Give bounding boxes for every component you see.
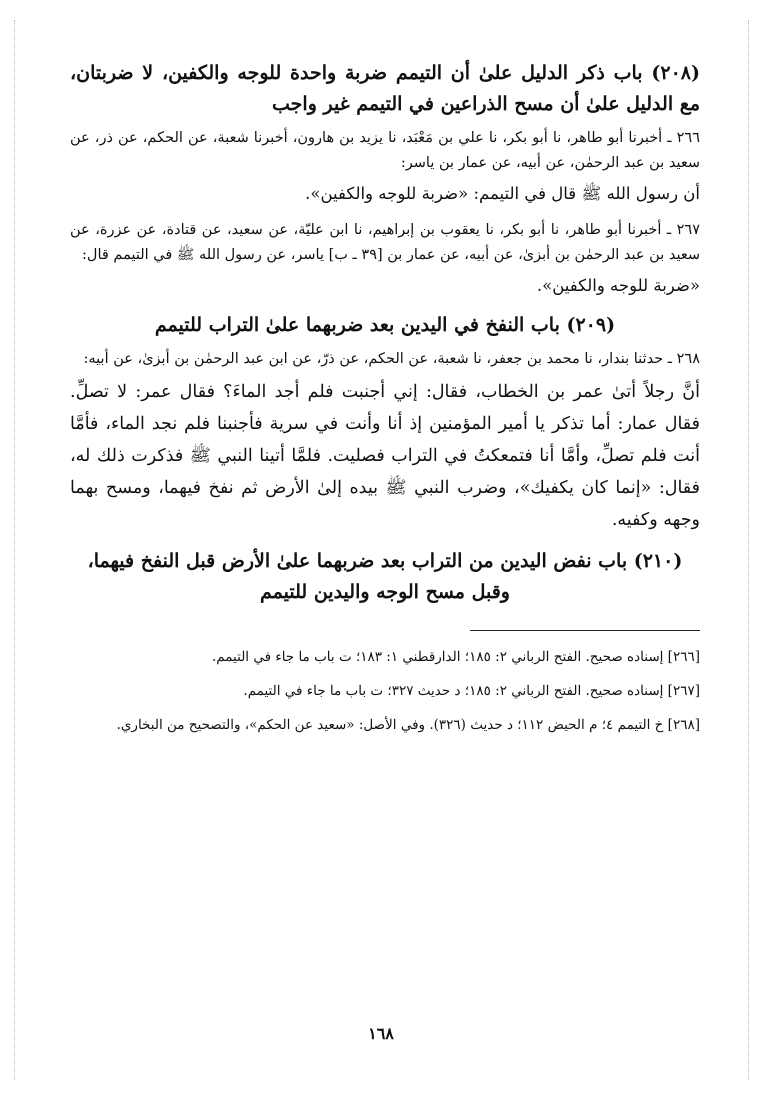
left-margin-border <box>14 20 15 1080</box>
hadith-268-isnad: ٢٦٨ ـ حدثنا بندار، نا محمد بن جعفر، نا شعبة، عن الحكم، عن ذرّ، عن ابن عبد الرحمٰن بن أبزىٰ، عن أبيه: <box>83 351 700 367</box>
page-content <box>70 58 700 747</box>
footnote-267: [٢٦٧] إسناده صحيح. الفتح الرباني ٢: ١٨٥؛ د حديث ٣٢٧؛ ت باب ما جاء في التيمم. <box>243 683 700 699</box>
chapter-heading-208: (٢٠٨) باب ذكر الدليل علىٰ أن التيمم ضربة واحدة للوجه والكفين، لا ضربتان، مع الدليل علىٰ أن مسح الذراعين في التيمم غير واجب <box>70 62 700 115</box>
hadith-268-matn: أنَّ رجلاً أتىٰ عمر بن الخطاب، فقال: إني أجنبت فلم أجد الماءَ؟ فقال عمر: لا تصلِّ. فقال عمار: أما تذكر يا أمير المؤمنين إذ أنا وأنت في سرية فأجنبنا فلم نجد الماء، فأمَّا أنت فلم تصلِّ، وأمَّا أنا فتمعكتُ في التراب فصليت. فلمَّا أتينا النبي ﷺ فذكرت ذلك له، فقال: «إنما كان يكفيك»، وضرب النبي ﷺ بيده إلىٰ الأرض ثم نفخ فيهما، ومسح بهما وجهه وكفيه. <box>70 382 700 530</box>
hadith-267-isnad: ٢٦٧ ـ أخبرنا أبو طاهر، نا أبو بكر، نا يعقوب بن إبراهيم، نا ابن عليّة، عن سعيد، عن قتادة، عن عزرة، عن سعيد بن عبد الرحمٰن بن أبزىٰ، عن أبيه، عن عمار بن [٣٩ ـ ب] ياسر، عن رسول الله ﷺ في التيمم قال: <box>70 222 700 263</box>
hadith-267-matn: «ضربة للوجه والكفين». <box>536 276 700 295</box>
footnote-266: [٢٦٦] إسناده صحيح. الفتح الرباني ٢: ١٨٥؛ الدارقطني ١: ١٨٣؛ ت باب ما جاء في التيمم. <box>211 649 700 665</box>
page-number: ١٦٨ <box>368 1024 394 1043</box>
hadith-266-isnad: ٢٦٦ ـ أخبرنا أبو طاهر، نا أبو بكر، نا علي بن مَعْبَد، نا يزيد بن هارون، أخبرنا شعبة، عن الحكم، عن ذر، عن سعيد بن عبد الرحمٰن، عن أبيه، عن عمار بن ياسر: <box>70 130 700 171</box>
footnote-separator <box>470 630 700 631</box>
right-margin-border <box>748 20 749 1080</box>
footnote-268: [٢٦٨] خ التيمم ٤؛ م الحيض ١١٢؛ د حديث (٣٢٦). وفي الأصل: «سعيد عن الحكم»، والتصحيح من البخاري. <box>116 717 700 733</box>
chapter-heading-210: (٢١٠) باب نفض اليدين من التراب بعد ضربهما علىٰ الأرض قبل النفخ فيهما، وقبل مسح الوجه واليدين للتيمم <box>87 550 683 603</box>
chapter-heading-209: (٢٠٩) باب النفخ في اليدين بعد ضربهما علىٰ التراب للتيمم <box>154 314 616 336</box>
hadith-266-matn: أن رسول الله ﷺ قال في التيمم: «ضربة للوجه والكفين». <box>305 184 700 203</box>
